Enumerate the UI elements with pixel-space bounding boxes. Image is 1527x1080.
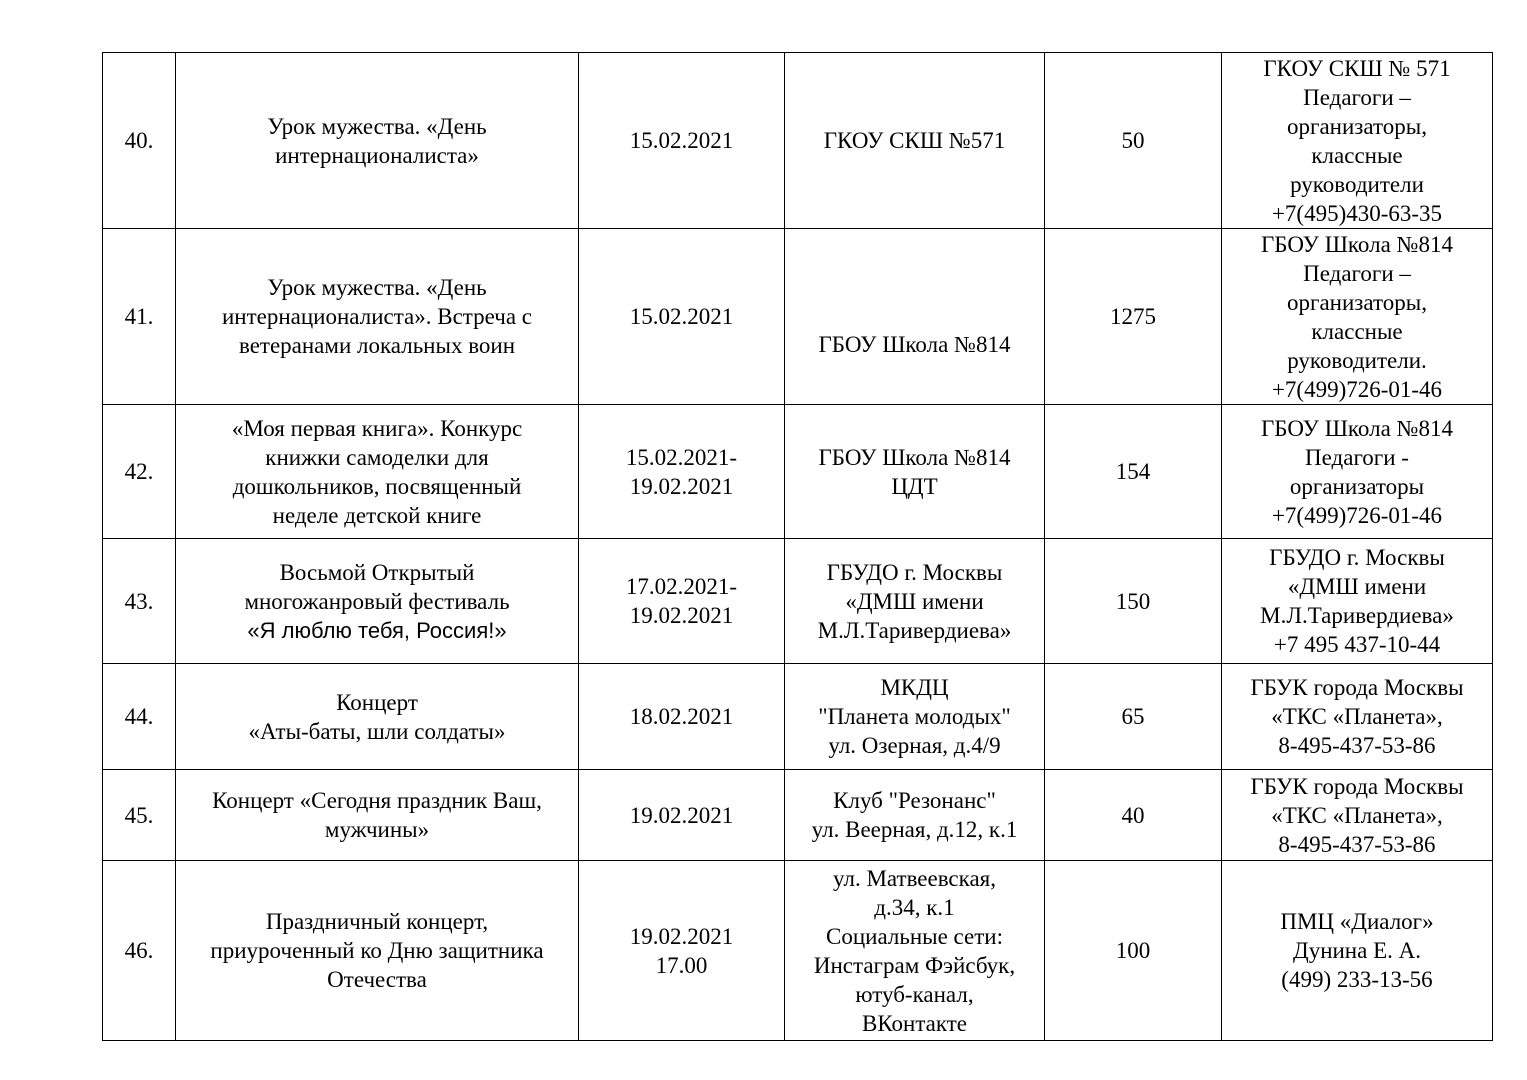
row-number: 46.	[103, 861, 176, 1041]
event-place: ГБОУ Школа №814	[785, 229, 1045, 405]
event-organizer: ГБУК города Москвы «ТКС «Планета», 8-495-437-53-86	[1222, 664, 1493, 770]
event-title: Урок мужества. «День интернационалиста». Встреча с ветеранами локальных воин	[176, 229, 579, 405]
participant-count: 65	[1045, 664, 1222, 770]
event-place: ГБУДО г. Москвы «ДМШ имени М.Л.Таривердиева»	[785, 539, 1045, 664]
event-place: МКДЦ "Планета молодых" ул. Озерная, д.4/9	[785, 664, 1045, 770]
participant-count: 50	[1045, 53, 1222, 229]
table-row	[103, 861, 1493, 1041]
event-title: Концерт «Аты-баты, шли солдаты»	[176, 664, 579, 770]
row-number: 41.	[103, 229, 176, 405]
event-place: ул. Матвеевская, д.34, к.1 Социальные сети: Инстаграм Фэйсбук, ютуб-канал, ВКонтакте	[785, 861, 1045, 1041]
event-title: Урок мужества. «День интернационалиста»	[176, 53, 579, 229]
event-date: 19.02.2021	[579, 770, 785, 861]
row-number: 43.	[103, 539, 176, 664]
participant-count: 40	[1045, 770, 1222, 861]
participant-count: 150	[1045, 539, 1222, 664]
table-row	[103, 539, 1493, 664]
event-date: 17.02.2021- 19.02.2021	[579, 539, 785, 664]
table-row	[103, 53, 1493, 229]
table-row	[103, 229, 1493, 405]
row-number: 40.	[103, 53, 176, 229]
event-title: Концерт «Сегодня праздник Ваш, мужчины»	[176, 770, 579, 861]
event-date: 15.02.2021- 19.02.2021	[579, 405, 785, 539]
event-organizer: ГБУК города Москвы «ТКС «Планета», 8-495-437-53-86	[1222, 770, 1493, 861]
event-organizer: ГКОУ СКШ № 571 Педагоги – организаторы, классные руководители +7(495)430-63-35	[1222, 53, 1493, 229]
event-organizer: ПМЦ «Диалог» Дунина Е. А. (499) 233-13-56	[1222, 861, 1493, 1041]
row-number: 42.	[103, 405, 176, 539]
event-date: 15.02.2021	[579, 229, 785, 405]
table-row	[103, 770, 1493, 861]
participant-count: 100	[1045, 861, 1222, 1041]
event-organizer: ГБУДО г. Москвы «ДМШ имени М.Л.Таривердиева» +7 495 437-10-44	[1222, 539, 1493, 664]
event-organizer: ГБОУ Школа №814 Педагоги – организаторы, классные руководители. +7(499)726-01-46	[1222, 229, 1493, 405]
event-organizer: ГБОУ Школа №814 Педагоги - организаторы +7(499)726-01-46	[1222, 405, 1493, 539]
events-table	[102, 52, 1493, 1041]
event-title	[176, 539, 579, 664]
participant-count: 1275	[1045, 229, 1222, 405]
event-title-slogan: «Я люблю тебя, Россия!»	[247, 617, 507, 643]
event-title: Праздничный концерт, приуроченный ко Дню защитника Отечества	[176, 861, 579, 1041]
row-number: 45.	[103, 770, 176, 861]
event-place: ГБОУ Школа №814 ЦДТ	[785, 405, 1045, 539]
event-date: 15.02.2021	[579, 53, 785, 229]
event-place: ГКОУ СКШ №571	[785, 53, 1045, 229]
event-title-main: Восьмой Открытый многожанровый фестиваль	[244, 559, 510, 614]
table-row	[103, 405, 1493, 539]
event-title: «Моя первая книга». Конкурс книжки самоделки для дошкольников, посвященный неделе детской книге	[176, 405, 579, 539]
event-date: 19.02.2021 17.00	[579, 861, 785, 1041]
event-place: Клуб "Резонанс" ул. Веерная, д.12, к.1	[785, 770, 1045, 861]
row-number: 44.	[103, 664, 176, 770]
participant-count: 154	[1045, 405, 1222, 539]
table-row	[103, 664, 1493, 770]
event-date: 18.02.2021	[579, 664, 785, 770]
